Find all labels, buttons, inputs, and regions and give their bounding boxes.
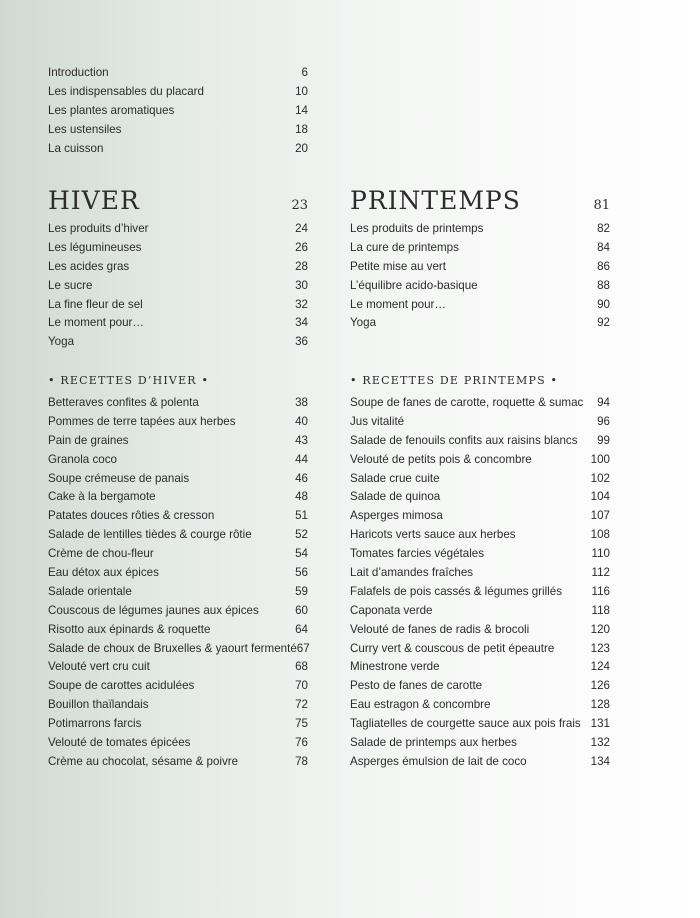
toc-entry-page: 110	[591, 547, 610, 561]
toc-entry-title: Les produits de printemps	[350, 222, 484, 235]
toc-entry-title: Velouté de petits pois & concombre	[350, 452, 532, 466]
toc-entry[interactable]	[350, 413, 610, 432]
toc-entry-title: Haricots verts sauce aux herbes	[350, 528, 516, 542]
toc-entry[interactable]	[48, 140, 308, 159]
toc-entry-title: Tomates farcies végétales	[350, 547, 485, 561]
toc-entry[interactable]	[48, 333, 308, 352]
toc-entry-title: Couscous de légumes jaunes aux épices	[48, 603, 259, 617]
toc-entry[interactable]	[48, 640, 308, 659]
toc-entry[interactable]	[48, 102, 308, 121]
toc-entry-title: Le sucre	[48, 278, 93, 292]
printemps-page-number: 81	[593, 198, 610, 213]
toc-entry[interactable]	[350, 677, 610, 696]
toc-entry[interactable]	[48, 121, 308, 140]
toc-entry-title: Crème au chocolat, sésame & poivre	[48, 754, 239, 768]
toc-entry[interactable]	[350, 451, 610, 470]
toc-entry-page: 90	[597, 297, 610, 311]
toc-entry-title: Salade de quinoa	[350, 490, 441, 504]
toc-entry-title: La fine fleur de sel	[48, 297, 143, 311]
toc-entry[interactable]	[350, 258, 610, 277]
toc-entry-title: Falafels de pois cassés & légumes grillés	[350, 584, 563, 598]
toc-entry[interactable]	[48, 696, 308, 715]
toc-entry-page: 20	[295, 141, 308, 155]
toc-entry-page: 88	[597, 278, 610, 292]
toc-entry-page: 34	[295, 316, 308, 330]
toc-entry-title: Introduction	[48, 66, 109, 79]
toc-entry-title: Lait d’amandes fraîches	[350, 566, 474, 580]
toc-entry[interactable]	[48, 526, 308, 545]
toc-entry-page: 6	[301, 66, 308, 79]
toc-entry[interactable]	[350, 640, 610, 659]
toc-entry-page: 78	[295, 754, 308, 768]
toc-entry-page: 48	[295, 490, 308, 504]
toc-entry[interactable]	[48, 83, 308, 102]
toc-entry-title: Pesto de fanes de carotte	[350, 679, 483, 693]
toc-entry[interactable]	[48, 583, 308, 602]
toc-entry-title: L’équilibre acido-basique	[350, 278, 478, 292]
toc-entry-page: 46	[295, 471, 308, 485]
toc-entry-page: 94	[597, 396, 610, 409]
toc-entry-page: 43	[295, 433, 308, 447]
toc-entry-page: 10	[295, 84, 308, 98]
toc-entry-title: Le moment pour…	[350, 297, 447, 311]
toc-entry-page: 64	[295, 622, 308, 636]
hiver-title: HIVER	[48, 186, 140, 215]
toc-entry[interactable]	[350, 602, 610, 621]
toc-entry-page: 51	[295, 509, 308, 523]
toc-entry-title: Crème de chou-fleur	[48, 547, 154, 561]
toc-entry-title: Salade orientale	[48, 584, 132, 598]
toc-entry-page: 92	[597, 316, 610, 330]
toc-entry-title: Asperges émulsion de lait de coco	[350, 754, 527, 768]
toc-entry[interactable]	[350, 753, 610, 772]
toc-entry[interactable]	[350, 239, 610, 258]
toc-entry-page: 67	[296, 641, 310, 655]
toc-entry[interactable]	[48, 658, 308, 677]
toc-entry-page: 30	[295, 278, 308, 292]
toc-entry-page: 134	[590, 754, 610, 768]
toc-entry-page: 54	[295, 547, 308, 561]
toc-entry-page: 24	[295, 222, 308, 235]
hiver-items-list	[48, 220, 308, 352]
toc-entry-page: 84	[597, 240, 610, 254]
toc-entry[interactable]	[48, 394, 308, 413]
toc-entry-title: Salade de fenouils confits aux raisins blancs	[350, 433, 578, 447]
toc-entry[interactable]	[350, 696, 610, 715]
toc-entry-page: 38	[295, 396, 308, 409]
toc-entry[interactable]	[350, 658, 610, 677]
toc-entry-title: La cuisson	[48, 141, 104, 155]
toc-entry[interactable]	[350, 488, 610, 507]
toc-entry-page: 40	[295, 414, 308, 428]
toc-entry-page: 14	[295, 103, 308, 117]
toc-entry[interactable]	[350, 220, 610, 239]
toc-entry[interactable]	[350, 545, 610, 564]
hiver-section	[48, 186, 308, 352]
printemps-heading	[350, 186, 610, 218]
toc-entry-page: 131	[590, 717, 610, 731]
toc-entry[interactable]	[48, 220, 308, 239]
toc-entry-page: 72	[295, 698, 308, 712]
toc-entry-title: Les acides gras	[48, 259, 130, 273]
toc-entry-page: 32	[295, 297, 308, 311]
toc-entry-page: 86	[597, 259, 610, 273]
toc-entry[interactable]	[350, 314, 610, 333]
toc-entry-page: 59	[295, 584, 308, 598]
toc-entry-title: Pain de graines	[48, 433, 129, 447]
toc-entry[interactable]	[48, 602, 308, 621]
toc-entry-page: 116	[591, 584, 610, 598]
toc-entry-title: Bouillon thaïlandais	[48, 698, 149, 712]
toc-entry-title: Risotto aux épinards & roquette	[48, 622, 211, 636]
toc-entry[interactable]	[350, 621, 610, 640]
toc-entry-page: 126	[590, 679, 610, 693]
toc-entry[interactable]	[350, 394, 610, 413]
printemps-recipes-title: • RECETTES DE PRINTEMPS •	[350, 374, 559, 387]
toc-entry-title: Les produits d’hiver	[48, 222, 149, 235]
toc-entry[interactable]	[350, 564, 610, 583]
toc-entry-title: Yoga	[48, 335, 75, 349]
toc-entry-page: 82	[597, 222, 610, 235]
printemps-title: PRINTEMPS	[350, 186, 521, 215]
toc-entry-page: 36	[295, 335, 308, 349]
toc-entry-title: Velouté de fanes de radis & brocoli	[350, 622, 530, 636]
hiver-recipes-title: • RECETTES D’HIVER •	[48, 374, 210, 387]
toc-entry-title: Potimarrons farcis	[48, 717, 142, 731]
toc-entry-title: Velouté de tomates épicées	[48, 736, 191, 750]
toc-entry[interactable]	[48, 64, 308, 83]
toc-entry-title: Les indispensables du placard	[48, 84, 204, 98]
toc-entry[interactable]	[48, 734, 308, 753]
toc-entry-title: Velouté vert cru cuit	[48, 660, 150, 674]
toc-entry[interactable]	[48, 296, 308, 315]
printemps-items-list	[350, 220, 610, 333]
toc-entry-title: Curry vert & couscous de petit épeautre	[350, 641, 555, 655]
toc-entry-title: Betteraves confites & polenta	[48, 396, 199, 409]
toc-entry-title: Salade de choux de Bruxelles & yaourt fermenté	[48, 641, 297, 655]
printemps-recipes-list	[350, 394, 610, 772]
toc-entry[interactable]	[48, 239, 308, 258]
toc-entry-page: 123	[590, 641, 610, 655]
toc-entry-page: 120	[590, 622, 610, 636]
toc-entry[interactable]	[48, 488, 308, 507]
toc-entry[interactable]	[48, 277, 308, 296]
toc-entry[interactable]	[350, 734, 610, 753]
toc-entry-page: 60	[295, 603, 308, 617]
toc-entry-page: 104	[590, 490, 610, 504]
toc-entry-page: 99	[597, 433, 610, 447]
toc-entry-title: Salade de printemps aux herbes	[350, 736, 517, 750]
toc-entry-page: 102	[590, 471, 610, 485]
toc-entry-title: Pommes de terre tapées aux herbes	[48, 414, 236, 428]
toc-entry-page: 108	[590, 528, 610, 542]
toc-entry-page: 44	[295, 452, 308, 466]
printemps-recipes-section	[350, 372, 610, 772]
toc-entry-title: Granola coco	[48, 452, 117, 466]
hiver-recipes-section	[48, 372, 308, 772]
toc-entry-page: 75	[295, 717, 308, 731]
hiver-heading	[48, 186, 308, 218]
toc-entry-title: Minestrone verde	[350, 660, 440, 674]
toc-entry-title: Asperges mimosa	[350, 509, 443, 523]
toc-entry[interactable]	[48, 677, 308, 696]
toc-entry-title: Le moment pour…	[48, 316, 145, 330]
toc-entry-title: Eau estragon & concombre	[350, 698, 491, 712]
toc-entry[interactable]	[350, 277, 610, 296]
toc-entry-title: Soupe de carottes acidulées	[48, 679, 195, 693]
toc-entry[interactable]	[350, 583, 610, 602]
toc-entry[interactable]	[48, 564, 308, 583]
toc-entry[interactable]	[48, 432, 308, 451]
toc-entry-title: Tagliatelles de courgette sauce aux pois frais	[350, 717, 581, 731]
toc-entry[interactable]	[350, 507, 610, 526]
toc-entry[interactable]	[350, 470, 610, 489]
toc-entry-page: 118	[591, 603, 610, 617]
toc-entry-title: Caponata verde	[350, 603, 433, 617]
toc-entry[interactable]	[48, 753, 308, 772]
toc-entry[interactable]	[48, 507, 308, 526]
toc-entry[interactable]	[48, 413, 308, 432]
toc-entry-title: Cake à la bergamote	[48, 490, 156, 504]
toc-entry-title: Les plantes aromatiques	[48, 103, 175, 117]
toc-entry-title: Les ustensiles	[48, 122, 122, 136]
toc-entry-page: 76	[295, 736, 308, 750]
toc-entry-page: 70	[295, 679, 308, 693]
toc-entry[interactable]	[48, 470, 308, 489]
toc-entry[interactable]	[350, 526, 610, 545]
toc-entry-title: Petite mise au vert	[350, 259, 447, 273]
toc-entry-title: Soupe de fanes de carotte, roquette & sumac	[350, 396, 584, 409]
toc-entry-title: La cure de printemps	[350, 240, 459, 254]
toc-entry-page: 18	[295, 122, 308, 136]
toc-entry-page: 68	[295, 660, 308, 674]
toc-entry[interactable]	[48, 621, 308, 640]
toc-entry[interactable]	[350, 296, 610, 315]
toc-entry-page: 128	[590, 698, 610, 712]
toc-entry[interactable]	[48, 314, 308, 333]
toc-entry-title: Les légumineuses	[48, 240, 142, 254]
toc-entry-title: Yoga	[350, 316, 377, 330]
toc-entry-title: Jus vitalité	[350, 414, 405, 428]
toc-entry-page: 100	[590, 452, 610, 466]
hiver-recipes-list	[48, 394, 308, 772]
printemps-section	[350, 186, 610, 333]
toc-entry-page: 124	[590, 660, 610, 674]
toc-entry-page: 96	[597, 414, 610, 428]
toc-entry-page: 28	[295, 259, 308, 273]
toc-entry-title: Salade de lentilles tièdes & courge rôtie	[48, 528, 252, 542]
toc-entry[interactable]	[48, 258, 308, 277]
toc-entry-title: Patates douces rôties & cresson	[48, 509, 215, 523]
intro-list	[48, 64, 308, 158]
toc-entry-title: Soupe crémeuse de panais	[48, 471, 190, 485]
toc-entry[interactable]	[48, 545, 308, 564]
toc-entry[interactable]	[350, 432, 610, 451]
toc-entry-page: 112	[591, 566, 610, 580]
toc-entry[interactable]	[48, 715, 308, 734]
toc-entry-page: 52	[295, 528, 308, 542]
toc-entry-page: 107	[590, 509, 610, 523]
hiver-page-number: 23	[291, 198, 308, 213]
toc-entry[interactable]	[48, 451, 308, 470]
toc-entry-page: 56	[295, 566, 308, 580]
toc-entry[interactable]	[350, 715, 610, 734]
toc-entry-title: Salade crue cuite	[350, 471, 440, 485]
toc-entry-page: 132	[590, 736, 610, 750]
toc-entry-title: Eau détox aux épices	[48, 566, 159, 580]
toc-entry-page: 26	[295, 240, 308, 254]
